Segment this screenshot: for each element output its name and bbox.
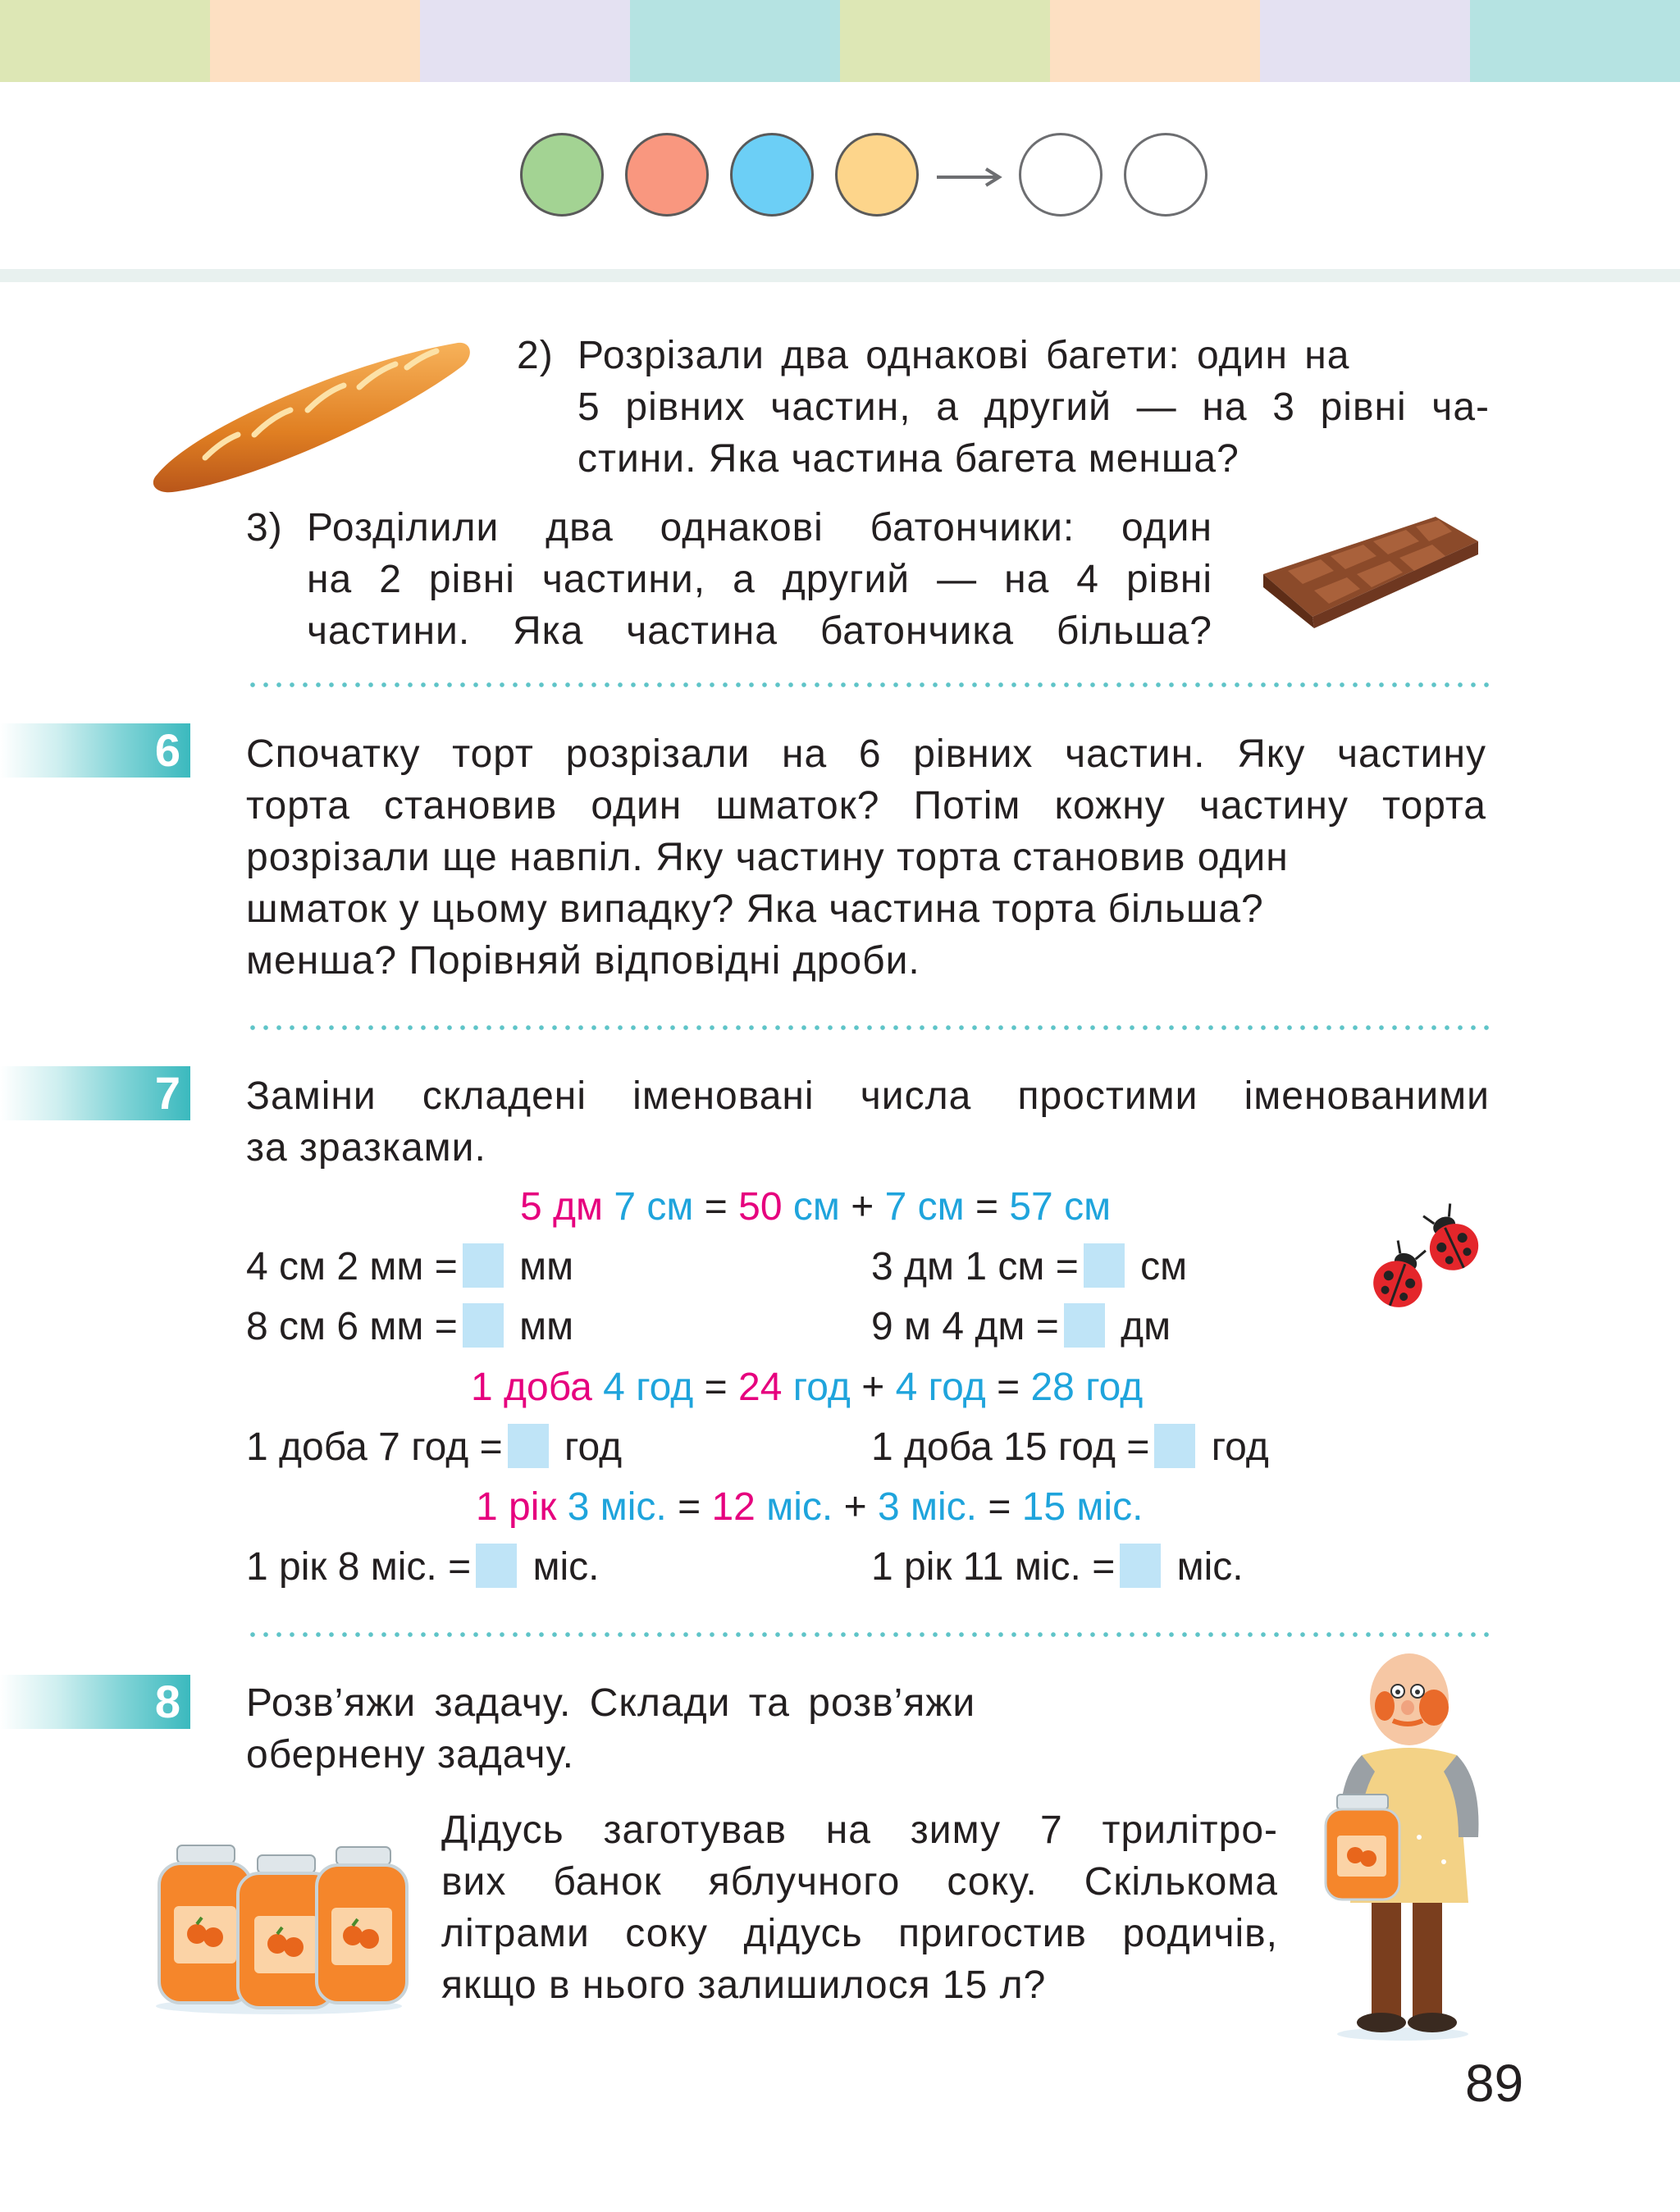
stripe [630, 0, 840, 82]
sample-row-2 [471, 1363, 1143, 1412]
exercise-unit: см [1140, 1245, 1188, 1288]
level-circles [520, 130, 1229, 220]
equals-sign: = [988, 1485, 1011, 1529]
section-divider [246, 1632, 1493, 1637]
plus-sign: + [851, 1185, 874, 1229]
answer-box[interactable] [463, 1303, 504, 1348]
juice-jars-icon [148, 1837, 410, 2018]
sample-term: 1 рік [476, 1485, 557, 1529]
sample-unit: см [792, 1185, 840, 1229]
sample-term: 7 см [884, 1185, 965, 1229]
task5-item2-line2: 5 рівних частин, а другий — на 3 рівні ча- [578, 385, 1490, 429]
exercise-row [871, 1243, 1187, 1292]
stripe [420, 0, 630, 82]
exercise-row [871, 1302, 1171, 1352]
blue-circle-icon [730, 133, 814, 217]
exercise-unit: год [564, 1425, 623, 1469]
task-number-badge [0, 1675, 190, 1729]
plus-sign: + [861, 1366, 885, 1409]
empty-circle-icon [1124, 133, 1208, 217]
sample-unit: см [1064, 1185, 1112, 1229]
task8-problem-line3: літрами соку дідусь пригостив родичів, [441, 1912, 1278, 1955]
equals-sign: = [997, 1366, 1020, 1409]
task5-item3-line3: частини. Яка частина батончика більша? [307, 609, 1212, 653]
answer-box[interactable] [1120, 1544, 1161, 1588]
task5-item3-number: 3) [246, 506, 283, 550]
stripe [840, 0, 1050, 82]
exercise-prefix: 8 см 6 мм = [246, 1305, 458, 1348]
exercise-prefix: 1 рік 8 міс. = [246, 1545, 472, 1589]
exercise-prefix: 4 см 2 мм = [246, 1245, 458, 1288]
sample-unit: міс. [1076, 1485, 1144, 1529]
exercise-prefix: 1 рік 11 міс. = [871, 1545, 1116, 1589]
exercise-prefix: 3 дм 1 см = [871, 1245, 1079, 1288]
red-circle-icon [625, 133, 709, 217]
task5-item3-line2: на 2 рівні частини, а другий — на 4 рівні [307, 558, 1212, 601]
section-divider [246, 1025, 1493, 1030]
answer-box[interactable] [463, 1243, 504, 1288]
green-circle-icon [520, 133, 604, 217]
stripe [1050, 0, 1260, 82]
sample-result: 57 [1009, 1185, 1053, 1229]
stripe [1260, 0, 1470, 82]
exercise-unit: мм [519, 1245, 574, 1288]
sample-value: 12 [711, 1485, 756, 1529]
grandpa-icon [1304, 1649, 1501, 2042]
exercise-row [246, 1302, 573, 1352]
task7-line2: за зразками. [246, 1126, 486, 1170]
page-number: 89 [1465, 2054, 1524, 2113]
section-divider [246, 682, 1493, 687]
answer-box[interactable] [476, 1544, 517, 1588]
exercise-row [246, 1543, 599, 1592]
answer-box[interactable] [508, 1424, 549, 1468]
sample-row-1 [520, 1183, 1111, 1232]
sample-term: 3 міс. [567, 1485, 667, 1529]
exercise-unit: міс. [532, 1545, 600, 1589]
header-stripes [0, 0, 1680, 82]
task8-problem-line2: вих банок яблучного соку. Скількома [441, 1860, 1278, 1904]
sample-unit: год [1085, 1366, 1144, 1409]
sample-result: 28 [1030, 1366, 1075, 1409]
sample-row-3 [476, 1483, 1143, 1532]
sample-value: 24 [738, 1366, 783, 1409]
task8-number: 8 [154, 1676, 180, 1727]
equals-sign: = [704, 1185, 728, 1229]
yellow-circle-icon [835, 133, 919, 217]
task8-line1: Розв’яжи задачу. Склади та розв’яжи [246, 1681, 976, 1725]
task-number-badge [0, 1066, 190, 1120]
task5-item2-line3: стини. Яка частина багета менша? [578, 437, 1239, 481]
answer-box[interactable] [1154, 1424, 1195, 1468]
stripe [0, 0, 210, 82]
plus-sign: + [843, 1485, 867, 1529]
task7-number: 7 [154, 1067, 180, 1119]
task5-item3-line1: Розділили два однакові батончики: один [307, 506, 1212, 550]
task8-problem-line1: Дідусь заготував на зиму 7 трилітро- [441, 1808, 1278, 1852]
equals-sign: = [975, 1185, 998, 1229]
task-number-badge [0, 723, 190, 778]
task6-line4: шматок у цьому випадку? Яка частина торта більша? [246, 887, 1264, 931]
task5-item2-number: 2) [517, 334, 554, 377]
exercise-unit: міс. [1176, 1545, 1244, 1589]
sample-term: 4 год [603, 1366, 694, 1409]
sample-value: 50 [738, 1185, 783, 1229]
equals-sign: = [704, 1366, 728, 1409]
sample-term: 7 см [614, 1185, 694, 1229]
exercise-row [246, 1243, 573, 1292]
exercise-unit: дм [1121, 1305, 1171, 1348]
exercise-unit: мм [519, 1305, 574, 1348]
exercise-unit: год [1211, 1425, 1269, 1469]
answer-box[interactable] [1084, 1243, 1125, 1288]
sample-term: 4 год [895, 1366, 986, 1409]
stripe [210, 0, 420, 82]
sample-term: 5 дм [520, 1185, 604, 1229]
task6-line5: менша? Порівняй відповідні дроби. [246, 939, 920, 983]
task7-line1: Заміни складені іменовані числа простими іменованими [246, 1074, 1490, 1118]
chocolate-bar-icon [1255, 509, 1485, 632]
exercise-prefix: 1 доба 15 год = [871, 1425, 1150, 1469]
task8-problem-line4: якщо в нього залишилося 15 л? [441, 1963, 1047, 2007]
exercise-row [871, 1543, 1244, 1592]
exercise-prefix: 1 доба 7 год = [246, 1425, 503, 1469]
exercise-row [246, 1423, 622, 1472]
sample-unit: год [792, 1366, 851, 1409]
baguette-icon [148, 328, 476, 509]
sample-term: 1 доба [471, 1366, 592, 1409]
exercise-row [871, 1423, 1269, 1472]
empty-circle-icon [1019, 133, 1102, 217]
task6-number: 6 [154, 724, 180, 776]
task6-line2: торта становив один шматок? Потім кожну частину торта [246, 784, 1486, 828]
sample-result: 15 [1021, 1485, 1066, 1529]
equals-sign: = [678, 1485, 701, 1529]
task5-item2-line1: Розрізали два однакові багети: один на [578, 334, 1350, 377]
task6-line3: розрізали ще навпіл. Яку частину торта становив один [246, 836, 1289, 879]
task8-line2: обернену задачу. [246, 1733, 574, 1776]
answer-box[interactable] [1064, 1303, 1105, 1348]
sample-term: 3 міс. [877, 1485, 977, 1529]
stripe [1470, 0, 1680, 82]
sample-unit: міс. [766, 1485, 833, 1529]
right-arrow-icon [934, 130, 1007, 220]
ladybugs-icon [1354, 1197, 1501, 1329]
header-divider [0, 269, 1680, 282]
task6-line1: Спочатку торт розрізали на 6 рівних частин. Яку частину [246, 732, 1486, 776]
exercise-prefix: 9 м 4 дм = [871, 1305, 1059, 1348]
